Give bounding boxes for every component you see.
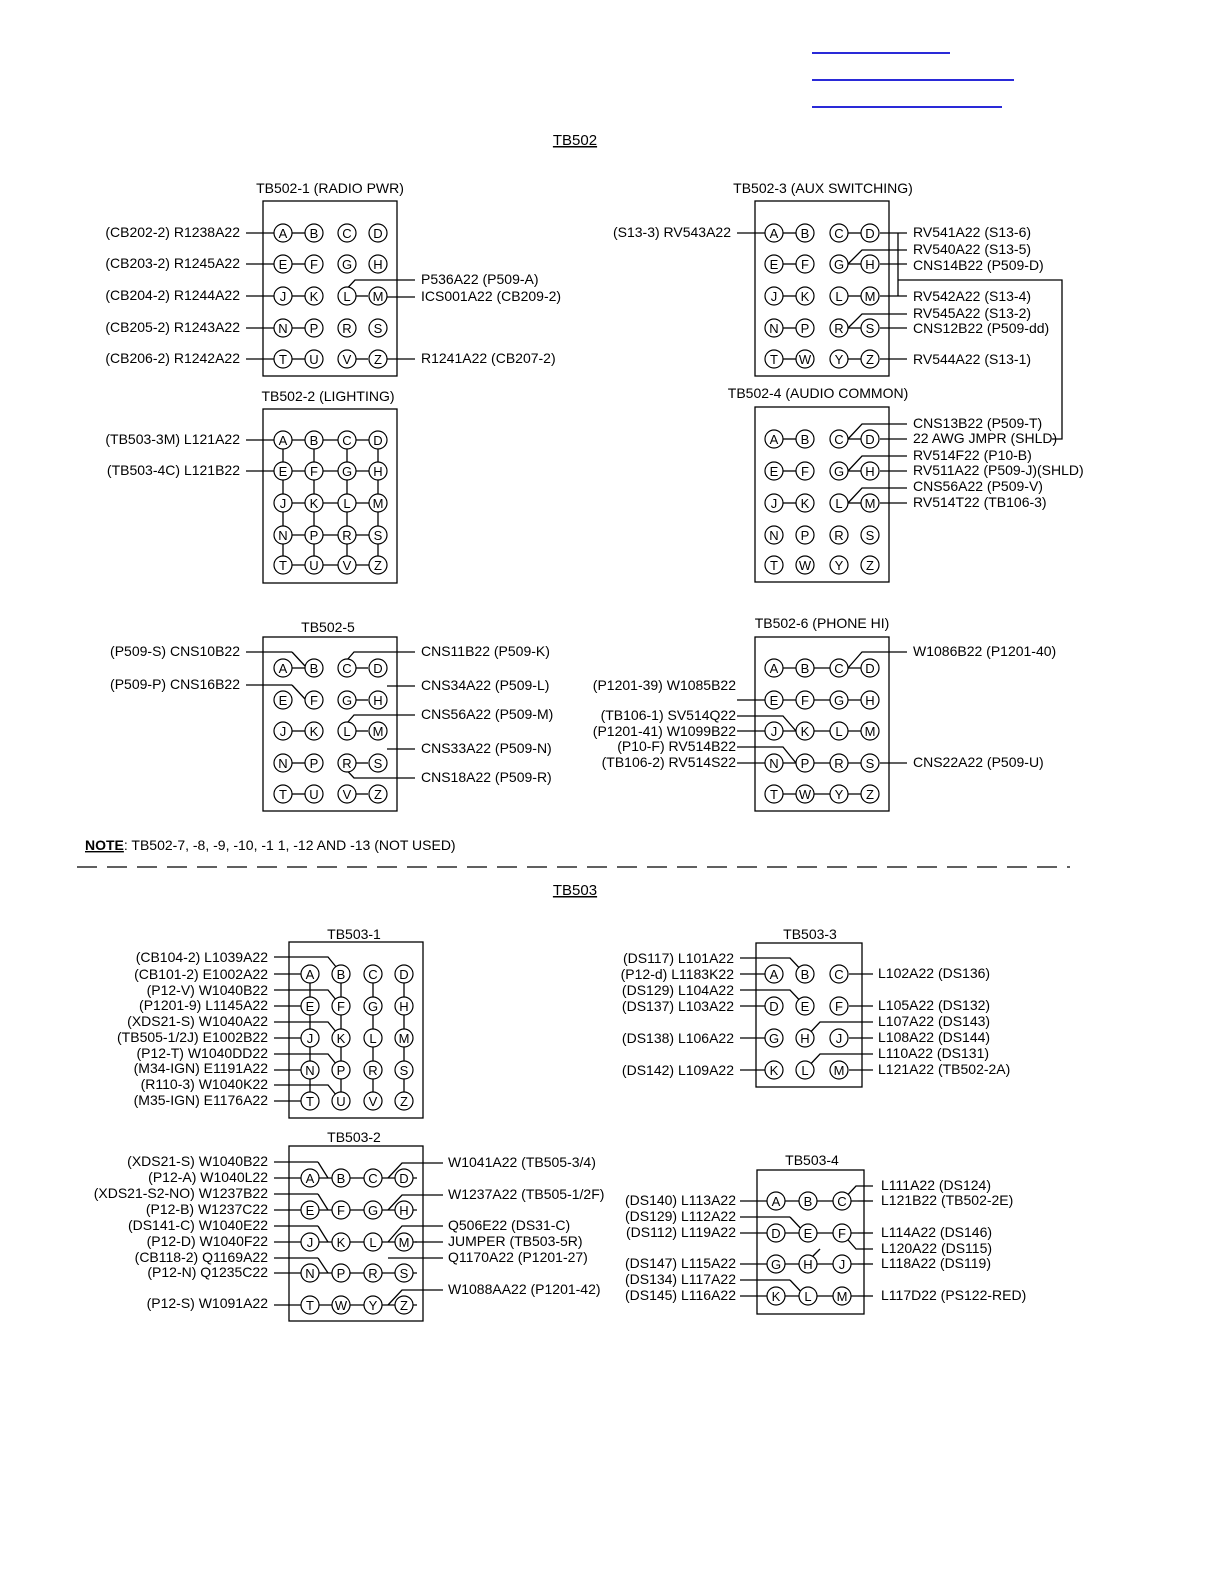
terminal-letter: P bbox=[309, 756, 319, 771]
wire-label-right: L121A22 (TB502-2A) bbox=[878, 1061, 1011, 1077]
terminal-letter: V bbox=[342, 352, 352, 367]
wire-label-left: (TB106-2) RV514S22 bbox=[601, 754, 736, 770]
wire-label-left: (CB118-2) Q1169A22 bbox=[134, 1249, 268, 1265]
terminal-letter: A bbox=[278, 661, 288, 676]
terminal-letter: B bbox=[309, 433, 319, 448]
wire-label-left: (P12-V) W1040B22 bbox=[146, 982, 268, 998]
wire-label-left: (DS112) L119A22 bbox=[626, 1224, 736, 1240]
wire-label-left: (DS138) L106A22 bbox=[621, 1030, 734, 1046]
wire-label-left: (DS134) L117A22 bbox=[624, 1271, 736, 1287]
terminal-letter: K bbox=[800, 724, 810, 739]
terminal-letter: Z bbox=[374, 558, 382, 573]
wire-label-left: (M34-IGN) E1191A22 bbox=[133, 1060, 268, 1076]
wire-label-right: CNS22A22 (P509-U) bbox=[913, 754, 1044, 770]
terminal-letter: U bbox=[309, 787, 319, 802]
terminal-letter: U bbox=[309, 558, 319, 573]
terminal-letter: G bbox=[833, 693, 845, 708]
terminal-letter: J bbox=[770, 289, 778, 304]
terminal-letter: L bbox=[804, 1289, 812, 1304]
wire-label-right: CNS11B22 (P509-K) bbox=[421, 643, 550, 659]
wire-label-right: L114A22 (DS146) bbox=[881, 1224, 993, 1240]
terminal-letter: G bbox=[341, 257, 353, 272]
wire-label-left: (DS142) L109A22 bbox=[621, 1062, 734, 1078]
note-text: : TB502-7, -8, -9, -10, -1 1, -12 AND -13 (NOT USED) bbox=[123, 837, 456, 853]
terminal-letter: G bbox=[367, 1203, 379, 1218]
wire-label-left: (P12-A) W1040L22 bbox=[148, 1169, 268, 1185]
wire-label-right: W1088AA22 (P1201-42) bbox=[448, 1281, 601, 1297]
terminal-letter: K bbox=[800, 289, 810, 304]
terminal-letter: G bbox=[833, 257, 845, 272]
terminal-letter: A bbox=[771, 1194, 781, 1209]
terminal-letter: R bbox=[834, 321, 844, 336]
terminal-letter: F bbox=[310, 257, 318, 272]
terminal-letter: S bbox=[399, 1266, 409, 1281]
terminal-letter: K bbox=[800, 496, 810, 511]
terminal-letter: C bbox=[834, 967, 844, 982]
terminal-letter: H bbox=[800, 1031, 810, 1046]
section-title-tb503: TB503 bbox=[552, 882, 598, 899]
terminal-letter: J bbox=[770, 724, 778, 739]
terminal-letter: R bbox=[834, 756, 844, 771]
terminal-block-tb503-3 bbox=[621, 926, 1011, 1087]
wire-label-right: L121B22 (TB502-2E) bbox=[881, 1192, 1014, 1208]
wire-label-right: L110A22 (DS131) bbox=[878, 1045, 990, 1061]
terminal-letter: P bbox=[309, 321, 319, 336]
terminal-letter: V bbox=[368, 1094, 378, 1109]
terminal-letter: D bbox=[399, 1171, 409, 1186]
terminal-letter: W bbox=[334, 1298, 348, 1313]
wire-label-left: (P12-S) W1091A22 bbox=[146, 1295, 268, 1311]
terminal-letter: B bbox=[800, 967, 810, 982]
wire-label-left: (CB204-2) R1244A22 bbox=[105, 287, 240, 303]
wire-label-right: W1237A22 (TB505-1/2F) bbox=[448, 1186, 605, 1202]
terminal-letter: F bbox=[310, 693, 318, 708]
terminal-letter: S bbox=[373, 321, 383, 336]
terminal-letter: N bbox=[278, 321, 288, 336]
wire-label-right: CNS13B22 (P509-T) bbox=[913, 415, 1043, 431]
wire-label-left: (P1201-41) W1099B22 bbox=[592, 723, 736, 739]
terminal-letter: A bbox=[769, 226, 779, 241]
terminal-letter: C bbox=[834, 661, 844, 676]
wire-label-left: (P10-F) RV514B22 bbox=[617, 738, 736, 754]
wire-label-right: CNS14B22 (P509-D) bbox=[913, 257, 1044, 273]
wire-label-left: (TB503-4C) L121B22 bbox=[106, 462, 240, 478]
wire-label-right: P536A22 (P509-A) bbox=[421, 271, 539, 287]
terminal-letter: L bbox=[801, 1063, 809, 1078]
terminal-letter: P bbox=[800, 321, 810, 336]
wire-label-left: (P509-S) CNS10B22 bbox=[110, 643, 240, 659]
wire-label-left: (P12-D) W1040F22 bbox=[146, 1233, 268, 1249]
terminal-letter: J bbox=[279, 496, 287, 511]
wire-label-left: (DS140) L113A22 bbox=[624, 1192, 736, 1208]
wire-label-left: (P12-B) W1237C22 bbox=[145, 1201, 268, 1217]
terminal-letter: S bbox=[865, 756, 875, 771]
terminal-letter: L bbox=[343, 724, 351, 739]
wire-label-right: CNS56A22 (P509-V) bbox=[913, 478, 1043, 494]
terminal-letter: K bbox=[336, 1031, 346, 1046]
terminal-letter: E bbox=[769, 257, 779, 272]
wire-label-left: (DS147) L115A22 bbox=[624, 1255, 736, 1271]
wire-label-right: W1041A22 (TB505-3/4) bbox=[448, 1154, 596, 1170]
wire-label-left: (P1201-9) L1145A22 bbox=[139, 997, 268, 1013]
terminal-letter: E bbox=[278, 464, 288, 479]
terminal-letter: Y bbox=[834, 352, 844, 367]
wire-label-left: (CB205-2) R1243A22 bbox=[105, 319, 240, 335]
terminal-letter: K bbox=[336, 1235, 346, 1250]
note-label: NOTE bbox=[85, 837, 124, 853]
wire-label-left: (P12-d) L1183K22 bbox=[620, 966, 734, 982]
terminal-block-tb502-2 bbox=[105, 388, 397, 583]
terminal-letter: R bbox=[342, 756, 352, 771]
terminal-block-tb503-1 bbox=[117, 926, 423, 1118]
terminal-letter: M bbox=[372, 724, 384, 739]
terminal-letter: H bbox=[373, 693, 383, 708]
terminal-letter: K bbox=[769, 1063, 779, 1078]
wire-label-right: RV545A22 (S13-2) bbox=[913, 305, 1032, 321]
terminal-letter: N bbox=[769, 756, 779, 771]
terminal-letter: U bbox=[336, 1094, 346, 1109]
terminal-letter: J bbox=[279, 289, 287, 304]
terminal-letter: W bbox=[798, 558, 812, 573]
wire-label-left: (P1201-39) W1085B22 bbox=[592, 677, 736, 693]
terminal-letter: S bbox=[373, 528, 383, 543]
wire-label-right: JUMPER (TB503-5R) bbox=[448, 1233, 583, 1249]
terminal-letter: C bbox=[834, 226, 844, 241]
terminal-letter: F bbox=[337, 999, 345, 1014]
wire-label-right: L107A22 (DS143) bbox=[878, 1013, 991, 1029]
terminal-letter: T bbox=[279, 787, 287, 802]
terminal-blocks bbox=[94, 180, 1084, 1321]
terminal-letter: M bbox=[372, 289, 384, 304]
terminal-letter: A bbox=[305, 1171, 315, 1186]
terminal-letter: R bbox=[342, 528, 352, 543]
terminal-letter: C bbox=[342, 661, 352, 676]
terminal-block-tb502-1 bbox=[105, 180, 561, 376]
terminal-letter: H bbox=[803, 1257, 813, 1272]
terminal-letter: K bbox=[309, 724, 319, 739]
terminal-letter: G bbox=[341, 464, 353, 479]
terminal-letter: H bbox=[865, 257, 875, 272]
terminal-letter: L bbox=[369, 1235, 377, 1250]
terminal-letter: M bbox=[836, 1289, 848, 1304]
wire-label-left: (CB104-2) L1039A22 bbox=[135, 949, 268, 965]
wire-label-left: (CB202-2) R1238A22 bbox=[105, 224, 240, 240]
terminal-block-tb503-2 bbox=[94, 1129, 605, 1321]
terminal-letter: P bbox=[800, 756, 810, 771]
terminal-letter: K bbox=[309, 289, 319, 304]
terminal-letter: G bbox=[367, 999, 379, 1014]
note-line bbox=[85, 837, 456, 853]
terminal-letter: B bbox=[309, 661, 319, 676]
block-title: TB502-4 (AUDIO COMMON) bbox=[727, 385, 909, 401]
terminal-letter: F bbox=[337, 1203, 345, 1218]
terminal-letter: H bbox=[865, 693, 875, 708]
terminal-letter: C bbox=[368, 1171, 378, 1186]
terminal-letter: E bbox=[769, 693, 779, 708]
terminal-letter: D bbox=[399, 967, 409, 982]
terminal-letter: R bbox=[368, 1063, 378, 1078]
block-title: TB502-3 (AUX SWITCHING) bbox=[733, 180, 913, 196]
terminal-letter: R bbox=[834, 528, 844, 543]
terminal-letter: N bbox=[305, 1266, 315, 1281]
wire-label-right: CNS12B22 (P509-dd) bbox=[913, 320, 1050, 336]
wire-label-right: L102A22 (DS136) bbox=[878, 965, 991, 981]
terminal-letter: F bbox=[310, 464, 318, 479]
wire-label-right: L105A22 (DS132) bbox=[878, 997, 991, 1013]
terminal-letter: E bbox=[305, 1203, 315, 1218]
wire-label-left: (P12-T) W1040DD22 bbox=[136, 1045, 268, 1061]
wire-label-left: (XDS21-S) W1040B22 bbox=[127, 1153, 268, 1169]
terminal-letter: B bbox=[336, 1171, 346, 1186]
terminal-letter: G bbox=[341, 693, 353, 708]
terminal-letter: B bbox=[800, 432, 810, 447]
block-title: TB502-5 bbox=[301, 619, 355, 635]
terminal-letter: S bbox=[399, 1063, 409, 1078]
terminal-letter: B bbox=[800, 661, 810, 676]
wire-label-left: (XDS21-S2-NO) W1237B22 bbox=[93, 1185, 268, 1201]
block-title: TB502-2 (LIGHTING) bbox=[261, 388, 395, 404]
block-title: TB503-4 bbox=[785, 1152, 839, 1168]
terminal-letter: M bbox=[398, 1031, 410, 1046]
terminal-letter: D bbox=[769, 999, 779, 1014]
wire-label-left: (TB505-1/2J) E1002B22 bbox=[117, 1029, 268, 1045]
terminal-letter: E bbox=[800, 999, 810, 1014]
wire-label-right: RV541A22 (S13-6) bbox=[913, 224, 1032, 240]
wire-label-left: (TB106-1) SV514Q22 bbox=[600, 707, 736, 723]
terminal-letter: V bbox=[342, 558, 352, 573]
terminal-letter: D bbox=[373, 433, 383, 448]
terminal-letter: M bbox=[398, 1235, 410, 1250]
terminal-letter: G bbox=[833, 464, 845, 479]
terminal-letter: N bbox=[769, 321, 779, 336]
wire-label-right: RV540A22 (S13-5) bbox=[913, 241, 1032, 257]
terminal-letter: J bbox=[770, 496, 778, 511]
wire-label-right: Q506E22 (DS31-C) bbox=[448, 1217, 571, 1233]
terminal-letter: L bbox=[835, 289, 843, 304]
terminal-block-tb502-4 bbox=[728, 385, 1084, 582]
terminal-letter: B bbox=[309, 226, 319, 241]
wire-label-right: R1241A22 (CB207-2) bbox=[421, 350, 556, 366]
terminal-block-tb502-5 bbox=[110, 619, 553, 811]
terminal-letter: N bbox=[769, 528, 779, 543]
terminal-letter: B bbox=[803, 1194, 813, 1209]
terminal-letter: Z bbox=[866, 352, 874, 367]
wire-label-right: CNS18A22 (P509-R) bbox=[421, 769, 552, 785]
terminal-letter: L bbox=[343, 289, 351, 304]
wire-label-left: (P509-P) CNS16B22 bbox=[110, 676, 240, 692]
terminal-letter: T bbox=[306, 1298, 314, 1313]
terminal-letter: L bbox=[343, 496, 351, 511]
wire-label-right: Q1170A22 (P1201-27) bbox=[448, 1249, 588, 1265]
wire-label-right: L111A22 (DS124) bbox=[881, 1177, 991, 1193]
wire-label-right: CNS56A22 (P509-M) bbox=[421, 706, 554, 722]
wire-label-right: CNS34A22 (P509-L) bbox=[421, 677, 550, 693]
terminal-letter: C bbox=[837, 1194, 847, 1209]
terminal-letter: W bbox=[798, 787, 812, 802]
terminal-letter: F bbox=[801, 464, 809, 479]
terminal-letter: J bbox=[279, 724, 287, 739]
wire-label-right: L108A22 (DS144) bbox=[878, 1029, 991, 1045]
wire-label-right: RV511A22 (P509-J)(SHLD) bbox=[913, 462, 1084, 478]
terminal-letter: P bbox=[336, 1266, 346, 1281]
wire-label-right: RV514F22 (P10-B) bbox=[913, 447, 1032, 463]
terminal-letter: D bbox=[865, 432, 875, 447]
terminal-letter: S bbox=[865, 528, 875, 543]
terminal-letter: H bbox=[373, 257, 383, 272]
terminal-letter: R bbox=[342, 321, 352, 336]
terminal-letter: M bbox=[864, 724, 876, 739]
wire-label-right: ICS001A22 (CB209-2) bbox=[421, 288, 562, 304]
terminal-letter: P bbox=[309, 528, 319, 543]
terminal-block-tb502-6 bbox=[593, 615, 1056, 811]
terminal-letter: L bbox=[835, 496, 843, 511]
block-title: TB502-1 (RADIO PWR) bbox=[256, 180, 404, 196]
terminal-letter: P bbox=[800, 528, 810, 543]
wire-label-left: (M35-IGN) E1176A22 bbox=[133, 1092, 268, 1108]
terminal-letter: Z bbox=[400, 1298, 408, 1313]
terminal-letter: M bbox=[864, 496, 876, 511]
terminal-letter: Z bbox=[374, 352, 382, 367]
wire-label-right: RV542A22 (S13-4) bbox=[913, 288, 1032, 304]
terminal-letter: K bbox=[309, 496, 319, 511]
wire-label-left: (CB203-2) R1245A22 bbox=[105, 255, 240, 271]
terminal-letter: M bbox=[864, 289, 876, 304]
terminal-letter: C bbox=[342, 226, 352, 241]
terminal-letter: J bbox=[835, 1031, 843, 1046]
wire-label-left: (P12-N) Q1235C22 bbox=[147, 1264, 268, 1280]
terminal-letter: T bbox=[279, 352, 287, 367]
terminal-letter: E bbox=[769, 464, 779, 479]
wire-label-left: (DS117) L101A22 bbox=[622, 950, 734, 966]
terminal-letter: N bbox=[305, 1063, 315, 1078]
wire-label-right: RV544A22 (S13-1) bbox=[913, 351, 1032, 367]
terminal-letter: C bbox=[368, 967, 378, 982]
terminal-letter: H bbox=[865, 464, 875, 479]
wire-label-right: L118A22 (DS119) bbox=[881, 1255, 991, 1271]
terminal-letter: U bbox=[309, 352, 319, 367]
terminal-letter: B bbox=[336, 967, 346, 982]
terminal-letter: K bbox=[771, 1289, 781, 1304]
wire-label-left: (CB101-2) E1002A22 bbox=[134, 966, 268, 982]
terminal-letter: G bbox=[768, 1031, 780, 1046]
wire-label-left: (DS141-C) W1040E22 bbox=[127, 1217, 268, 1233]
terminal-letter: T bbox=[770, 787, 778, 802]
terminal-letter: H bbox=[399, 1203, 409, 1218]
section-title-tb502: TB502 bbox=[552, 132, 598, 149]
terminal-letter: A bbox=[769, 661, 779, 676]
block-title: TB503-3 bbox=[783, 926, 837, 942]
terminal-letter: J bbox=[838, 1257, 846, 1272]
wire-label-left: (XDS21-S) W1040A22 bbox=[127, 1013, 268, 1029]
terminal-letter: Z bbox=[866, 558, 874, 573]
terminal-letter: H bbox=[373, 464, 383, 479]
terminal-letter: A bbox=[769, 432, 779, 447]
block-title: TB502-6 (PHONE HI) bbox=[754, 615, 890, 631]
terminal-letter: N bbox=[278, 528, 288, 543]
terminal-letter: B bbox=[800, 226, 810, 241]
terminal-letter: G bbox=[770, 1257, 782, 1272]
wire-label-right: CNS33A22 (P509-N) bbox=[421, 740, 552, 756]
terminal-letter: M bbox=[833, 1063, 845, 1078]
wire-label-left: (DS137) L103A22 bbox=[621, 998, 734, 1014]
terminal-letter: R bbox=[368, 1266, 378, 1281]
wire-label-left: (CB206-2) R1242A22 bbox=[105, 350, 240, 366]
wire-label-left: (R110-3) W1040K22 bbox=[140, 1076, 268, 1092]
terminal-letter: A bbox=[769, 967, 779, 982]
terminal-letter: S bbox=[865, 321, 875, 336]
wire-label-right: L117D22 (PS122-RED) bbox=[881, 1287, 1027, 1303]
terminal-letter: J bbox=[306, 1031, 314, 1046]
terminal-letter: E bbox=[278, 257, 288, 272]
terminal-letter: F bbox=[801, 693, 809, 708]
terminal-letter: F bbox=[801, 257, 809, 272]
terminal-letter: A bbox=[305, 967, 315, 982]
terminal-letter: L bbox=[835, 724, 843, 739]
terminal-letter: A bbox=[278, 226, 288, 241]
terminal-letter: M bbox=[372, 496, 384, 511]
terminal-letter: E bbox=[803, 1226, 813, 1241]
terminal-letter: A bbox=[278, 433, 288, 448]
terminal-letter: L bbox=[369, 1031, 377, 1046]
terminal-letter: F bbox=[835, 999, 843, 1014]
wire-label-right: 22 AWG JMPR (SHLD) bbox=[913, 430, 1058, 446]
wire-label-right: RV514T22 (TB106-3) bbox=[913, 494, 1047, 510]
wire-label-left: (DS145) L116A22 bbox=[624, 1287, 736, 1303]
terminal-letter: T bbox=[770, 352, 778, 367]
terminal-letter: D bbox=[373, 226, 383, 241]
block-title: TB503-1 bbox=[327, 926, 381, 942]
terminal-letter: C bbox=[834, 432, 844, 447]
terminal-letter: N bbox=[278, 756, 288, 771]
wire-label-left: (DS129) L112A22 bbox=[624, 1208, 736, 1224]
terminal-letter: Y bbox=[834, 787, 844, 802]
terminal-letter: Y bbox=[368, 1298, 378, 1313]
terminal-letter: H bbox=[399, 999, 409, 1014]
terminal-letter: D bbox=[865, 226, 875, 241]
terminal-block-tb502-3 bbox=[613, 180, 1049, 376]
terminal-letter: D bbox=[771, 1226, 781, 1241]
terminal-letter: C bbox=[342, 433, 352, 448]
terminal-letter: J bbox=[306, 1235, 314, 1250]
wire-label-left: (DS129) L104A22 bbox=[621, 982, 734, 998]
wire-label-left: (TB503-3M) L121A22 bbox=[105, 431, 240, 447]
terminal-letter: W bbox=[798, 352, 812, 367]
terminal-letter: T bbox=[279, 558, 287, 573]
terminal-letter: Y bbox=[834, 558, 844, 573]
terminal-letter: E bbox=[278, 693, 288, 708]
terminal-letter: D bbox=[865, 661, 875, 676]
terminal-letter: Z bbox=[866, 787, 874, 802]
terminal-letter: T bbox=[306, 1094, 314, 1109]
block-title: TB503-2 bbox=[327, 1129, 381, 1145]
terminal-letter: Z bbox=[374, 787, 382, 802]
wire-label-right: L120A22 (DS115) bbox=[881, 1240, 993, 1256]
terminal-letter: D bbox=[373, 661, 383, 676]
wire-label-right: W1086B22 (P1201-40) bbox=[913, 643, 1057, 659]
terminal-letter: P bbox=[336, 1063, 346, 1078]
terminal-letter: Z bbox=[400, 1094, 408, 1109]
wire-label-left: (S13-3) RV543A22 bbox=[612, 224, 731, 240]
terminal-letter: V bbox=[342, 787, 352, 802]
terminal-letter: T bbox=[770, 558, 778, 573]
terminal-letter: F bbox=[838, 1226, 846, 1241]
terminal-letter: S bbox=[373, 756, 383, 771]
terminal-letter: E bbox=[305, 999, 315, 1014]
